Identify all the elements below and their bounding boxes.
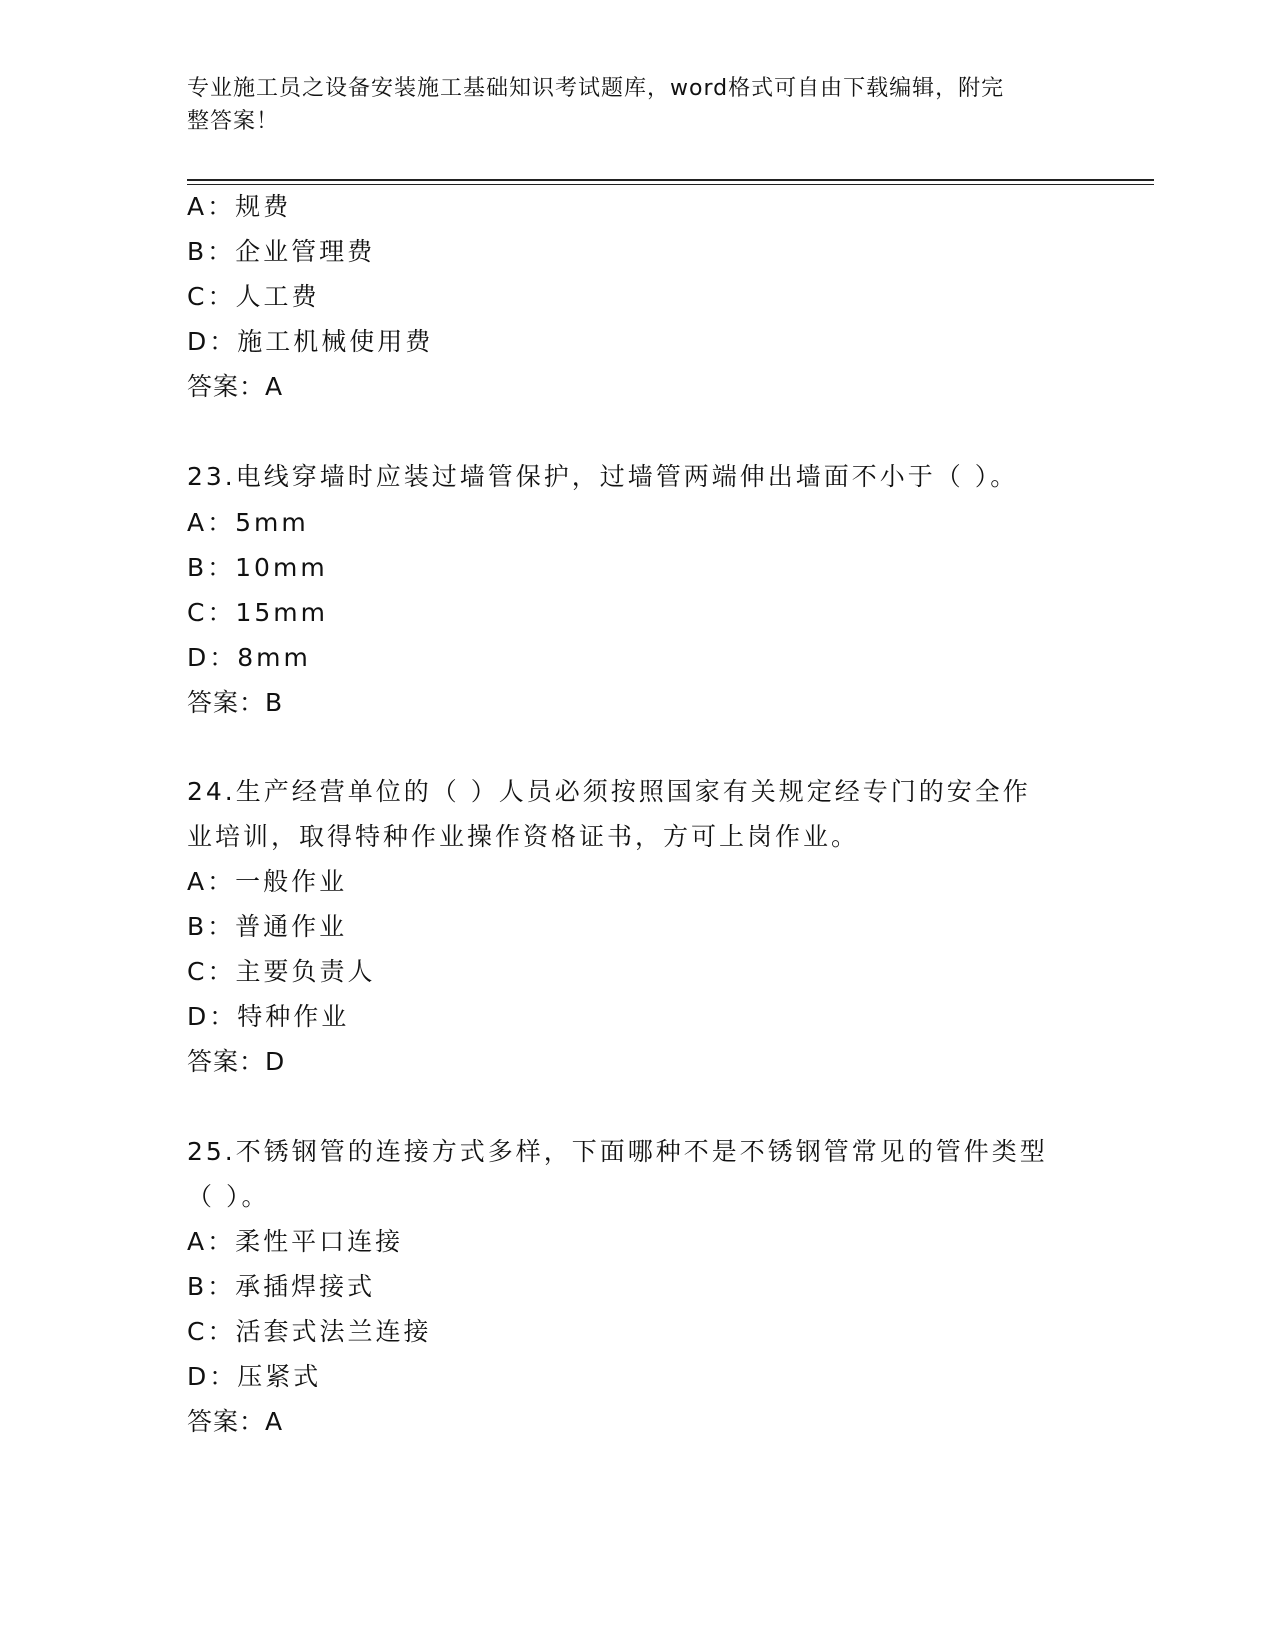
header-divider-thin (187, 184, 1154, 185)
q23-option-a: A：5mm (187, 508, 309, 537)
q24-option-a: A：一般作业 (187, 867, 348, 896)
header-line-1: 专业施工员之设备安装施工基础知识考试题库，word格式可自由下载编辑，附完 (187, 76, 1005, 101)
q22-option-c: C：人工费 (187, 282, 320, 311)
q23-option-b: B：10mm (187, 553, 328, 582)
header-line-2: 整答案！ (187, 109, 280, 134)
q24-stem-line-2: 业培训，取得特种作业操作资格证书，方可上岗作业。 (187, 822, 860, 851)
q22-option-b: B：企业管理费 (187, 237, 376, 266)
q24-option-b: B：普通作业 (187, 912, 348, 941)
q25-option-b: B：承插焊接式 (187, 1272, 376, 1301)
q23-answer: 答案：B (187, 688, 284, 717)
header-divider-thick (187, 179, 1154, 181)
q25-option-c: C：活套式法兰连接 (187, 1317, 432, 1346)
q24-option-d: D：特种作业 (187, 1002, 350, 1031)
q25-stem-line-1: 25.不锈钢管的连接方式多样，下面哪种不是不锈钢管常见的管件类型 (187, 1137, 1048, 1166)
q22-option-d: D：施工机械使用费 (187, 327, 434, 356)
q22-answer: 答案：A (187, 372, 284, 401)
q24-answer: 答案：D (187, 1047, 286, 1076)
q23-option-d: D：8mm (187, 643, 311, 672)
document-header (187, 72, 1067, 138)
q24-stem-line-1: 24.生产经营单位的（ ）人员必须按照国家有关规定经专门的安全作 (187, 777, 1031, 806)
q25-stem-line-2: （ ）。 (187, 1182, 270, 1211)
q24-option-c: C：主要负责人 (187, 957, 376, 986)
q25-option-d: D：压紧式 (187, 1362, 322, 1391)
q23-stem: 23.电线穿墙时应装过墙管保护，过墙管两端伸出墙面不小于（ ）。 (187, 462, 1019, 491)
q22-option-a: A：规费 (187, 192, 292, 221)
q25-option-a: A：柔性平口连接 (187, 1227, 404, 1256)
q25-answer: 答案：A (187, 1407, 284, 1436)
q23-option-c: C：15mm (187, 598, 328, 627)
